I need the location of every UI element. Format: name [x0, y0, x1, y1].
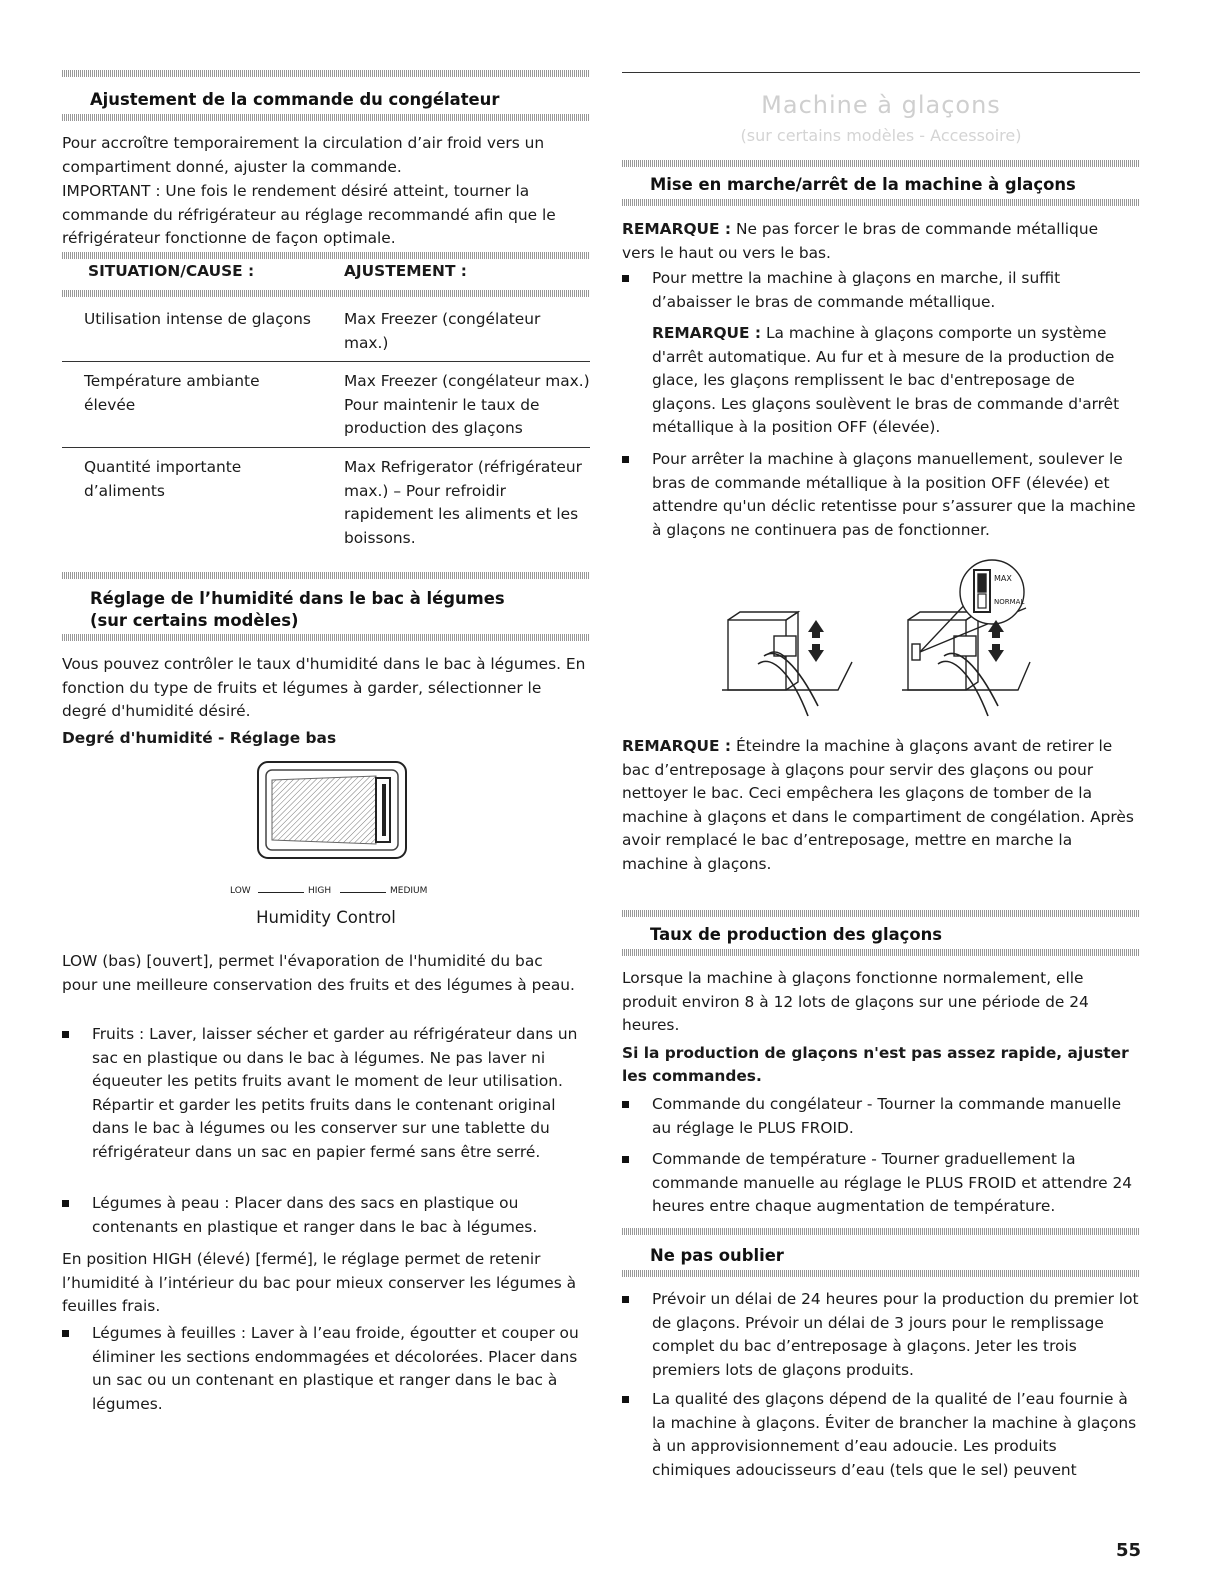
list-item: Légumes à feuilles : Laver à l’eau froide, égoutter et couper ou éliminer les sections endommagées et décolorées. Placer dans un sac ou un contenant en plastique et ranger dans le bac à légumes. [62, 1322, 592, 1416]
scale-line [340, 892, 386, 893]
remark-label: REMARQUE : [622, 220, 732, 238]
freezer-intro: Pour accroître temporairement la circulation d’air froid vers un compartiment donné, ajuster la commande. [62, 134, 545, 176]
humidity-low-text: LOW (bas) [ouvert], permet l'évaporation de l'humidité du bac pour une meilleure conservation des fruits et des légumes à peau. [62, 952, 575, 994]
rule [622, 160, 1140, 167]
humidity-control-illustration [256, 760, 408, 860]
ice-maker-arm-illustration [708, 556, 1072, 718]
humidity-intro: Vous pouvez contrôler le taux d'humidité dans le bac à légumes. En fonction du type de fruits et légumes à garder, sélectionner le degré d'humidité désiré. [62, 655, 586, 720]
rate-intro: Lorsque la machine à glaçons fonctionne normalement, elle produit environ 8 à 12 lots de glaçons sur une période de 24 heures. [622, 969, 1089, 1034]
remark-label: REMARQUE : [652, 324, 762, 342]
rule [622, 1270, 1140, 1277]
rule [62, 572, 590, 579]
rate-bold: Si la production de glaçons n'est pas assez rapide, ajuster les commandes. [622, 1044, 1129, 1085]
scale-line [258, 892, 304, 893]
scale-high-label: HIGH [308, 886, 332, 896]
rule [622, 72, 1140, 73]
list-item: Légumes à peau : Placer dans des sacs en plastique ou contenants en plastique et ranger dans le bac à légumes. [62, 1192, 592, 1239]
rule [62, 70, 590, 77]
onoff-remark2 [622, 735, 1136, 876]
table-cell-situation: Quantité importante d’aliments [84, 458, 242, 500]
scale-low-label: LOW [230, 886, 251, 896]
list-item: La qualité des glaçons dépend de la qualité de l’eau fournie à la machine à glaçons. Éviter de brancher la machine à glaçons à un approvisionnement d’eau adoucie. Les produits chimiques adoucisseurs d’eau (tels que le sel) peuvent [622, 1388, 1140, 1482]
table-cell-situation: Utilisation intense de glaçons [84, 310, 311, 328]
important-label: IMPORTANT : [62, 182, 161, 200]
section-title-onoff: Mise en marche/arrêt de la machine à glaçons [650, 175, 1076, 194]
section-title-humidity: Réglage de l’humidité dans le bac à légumes [90, 589, 505, 608]
col-header-situation: SITUATION/CAUSE : [88, 262, 255, 280]
onoff-bullet1-remark [652, 322, 1140, 440]
label-max: MAX [994, 574, 1012, 583]
list-item: Prévoir un délai de 24 heures pour la production du premier lot de glaçons. Prévoir un délai de 3 jours pour le remplissage complet du bac d’entreposage à glaçons. Jeter les trois premiers lots de glaçons produits. [622, 1288, 1140, 1382]
important-text: Une fois le rendement désiré atteint, tourner la commande du réfrigérateur au réglage recommandé afin que le réfrigérateur fonctionne de façon optimale. [62, 182, 556, 247]
section-title-rate: Taux de production des glaçons [650, 925, 943, 944]
section-title-freezer-adjust: Ajustement de la commande du congélateur [90, 90, 500, 109]
scale-medium-label: MEDIUM [390, 886, 428, 896]
section-header-ice-maker: Machine à glaçons [761, 91, 1001, 119]
humidity-subheading: Degré d'humidité - Réglage bas [62, 729, 337, 747]
section-header-ice-maker-sub: (sur certains modèles - Accessoire) [740, 126, 1022, 145]
rule [622, 199, 1140, 206]
list-item: Commande de température - Tourner graduellement la commande manuelle au réglage le PLUS FROID et attendre 24 heures entre chaque augmentation de température. [622, 1148, 1140, 1219]
remark-text: Éteindre la machine à glaçons avant de retirer le bac d’entreposage à glaçons pour servir des glaçons ou pour nettoyer le bac. Ceci empêchera les glaçons de tomber de la machine à glaçons et dans le compartiment de congélation. Après avoir remplacé le bac d’entreposage, mettre en marche la machine à glaçons. [622, 737, 1134, 873]
freezer-important [62, 180, 590, 251]
col-header-adjust: AJUSTEMENT : [344, 262, 467, 280]
row-divider [62, 361, 590, 362]
rule [62, 252, 590, 259]
row-divider [62, 447, 590, 448]
table-cell-situation: Température ambiante élevée [84, 372, 260, 414]
list-item: Pour mettre la machine à glaçons en marche, il suffit d’abaisser le bras de commande métallique. [622, 267, 1140, 314]
rule [622, 949, 1140, 956]
rule [62, 290, 590, 297]
label-normal: NORMAL [994, 598, 1025, 606]
remark-text: Ne pas forcer le bras de commande métallique vers le haut ou vers le bas. [622, 220, 1099, 262]
rule [622, 910, 1140, 917]
remark-text: La machine à glaçons comporte un système d'arrêt automatique. Au fur et à mesure de la production de glace, les glaçons remplissent le bac d'entreposage de glaçons. Les glaçons soulèvent le bras de commande d'arrêt métallique à la position OFF (élevée). [652, 324, 1120, 436]
rule [62, 114, 590, 121]
table-cell-adjust: Max Freezer (congélateur max.) [344, 310, 541, 352]
remark-label: REMARQUE : [622, 737, 732, 755]
rule [622, 1228, 1140, 1235]
list-item: Commande du congélateur - Tourner la commande manuelle au réglage le PLUS FROID. [622, 1093, 1140, 1140]
humidity-scale [230, 886, 470, 900]
humidity-caption: Humidity Control [256, 908, 396, 927]
section-title-humidity-sub: (sur certains modèles) [90, 611, 299, 630]
onoff-remark [622, 218, 1132, 265]
humidity-high-text: En position HIGH (élevé) [fermé], le réglage permet de retenir l’humidité à l’intérieur du bac pour mieux conserver les légumes à feuilles frais. [62, 1250, 577, 1315]
rule [62, 634, 590, 641]
list-item: Fruits : Laver, laisser sécher et garder au réfrigérateur dans un sac en plastique ou dans le bac à légumes. Ne pas laver ni équeuter les petits fruits avant le moment de leur utilisation. Répartir et garder les petits fruits dans le contenant original dans le bac à légumes ou les conserver sur une tablette du réfrigérateur dans un sac en papier fermé sans être serré. [62, 1023, 592, 1164]
table-cell-adjust: Max Refrigerator (réfrigérateur max.) – Pour refroidir rapidement les aliments et les boissons. [344, 458, 582, 547]
section-title-remember: Ne pas oublier [650, 1246, 784, 1265]
page-number: 55 [1115, 1540, 1141, 1561]
table-cell-adjust: Max Freezer (congélateur max.) Pour maintenir le taux de production des glaçons [344, 372, 590, 437]
list-item: Pour arrêter la machine à glaçons manuellement, soulever le bras de commande métallique à la position OFF (élevée) et attendre qu'un déclic retentisse pour s’assurer que la machine à glaçons ne continuera pas de fonctionner. [622, 448, 1140, 542]
